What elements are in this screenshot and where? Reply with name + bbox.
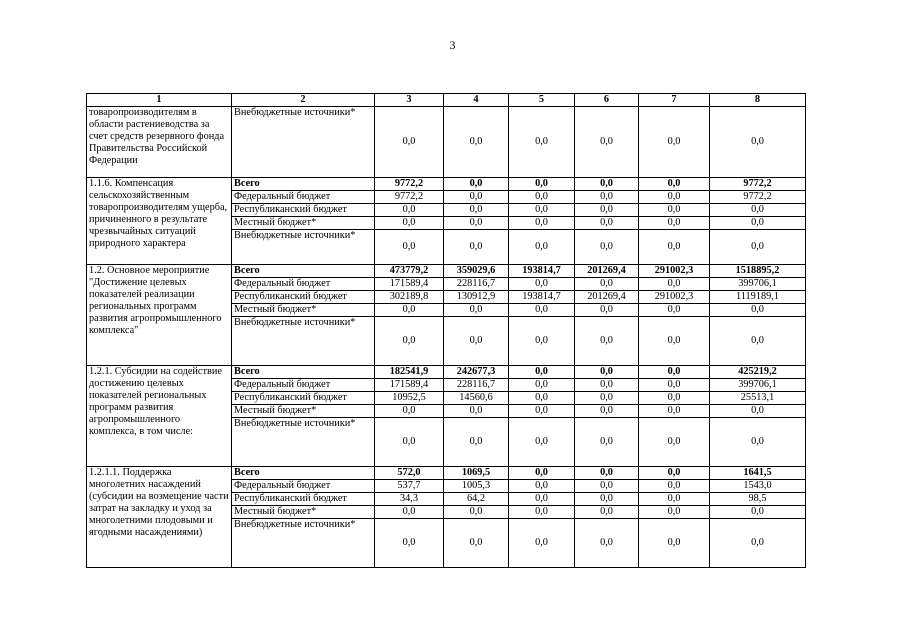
funding-source: Местный бюджет* — [232, 506, 375, 519]
amount-cell: 0,0 — [509, 107, 575, 178]
amount-cell: 0,0 — [575, 418, 639, 467]
amount-cell: 0,0 — [509, 204, 575, 217]
amount-cell: 0,0 — [375, 230, 444, 265]
amount-cell: 0,0 — [575, 506, 639, 519]
amount-cell: 0,0 — [710, 107, 806, 178]
table-row — [87, 107, 806, 178]
amount-cell: 182541,9 — [375, 366, 444, 379]
amount-cell: 0,0 — [575, 217, 639, 230]
amount-cell: 9772,2 — [375, 178, 444, 191]
amount-cell: 537,7 — [375, 480, 444, 493]
amount-cell: 1518895,2 — [710, 265, 806, 278]
amount-cell: 0,0 — [575, 493, 639, 506]
amount-cell: 14560,6 — [444, 392, 509, 405]
amount-cell: 0,0 — [444, 204, 509, 217]
amount-cell: 0,0 — [575, 304, 639, 317]
table-row — [87, 178, 806, 191]
amount-cell: 0,0 — [444, 178, 509, 191]
amount-cell: 0,0 — [710, 317, 806, 366]
header-row — [87, 94, 806, 107]
amount-cell: 0,0 — [639, 480, 710, 493]
amount-cell: 0,0 — [639, 519, 710, 568]
amount-cell: 0,0 — [575, 392, 639, 405]
funding-source: Всего — [232, 178, 375, 191]
amount-cell: 0,0 — [639, 107, 710, 178]
header-cell: 3 — [375, 94, 444, 107]
amount-cell: 0,0 — [444, 506, 509, 519]
amount-cell: 0,0 — [710, 506, 806, 519]
table-row — [87, 366, 806, 379]
amount-cell: 0,0 — [375, 107, 444, 178]
amount-cell: 0,0 — [575, 191, 639, 204]
amount-cell: 359029,6 — [444, 265, 509, 278]
funding-source: Местный бюджет* — [232, 304, 375, 317]
amount-cell: 0,0 — [710, 230, 806, 265]
amount-cell: 34,3 — [375, 493, 444, 506]
amount-cell: 201269,4 — [575, 265, 639, 278]
funding-source: Внебюджетные источники* — [232, 107, 375, 178]
amount-cell: 425219,2 — [710, 366, 806, 379]
amount-cell: 0,0 — [639, 366, 710, 379]
amount-cell: 0,0 — [575, 366, 639, 379]
amount-cell: 0,0 — [509, 278, 575, 291]
amount-cell: 0,0 — [444, 191, 509, 204]
amount-cell: 0,0 — [509, 230, 575, 265]
amount-cell: 0,0 — [375, 217, 444, 230]
amount-cell: 0,0 — [375, 304, 444, 317]
amount-cell: 0,0 — [639, 405, 710, 418]
amount-cell: 399706,1 — [710, 379, 806, 392]
amount-cell: 302189,8 — [375, 291, 444, 304]
amount-cell: 0,0 — [509, 304, 575, 317]
amount-cell: 9772,2 — [710, 191, 806, 204]
amount-cell: 228116,7 — [444, 379, 509, 392]
amount-cell: 0,0 — [575, 405, 639, 418]
amount-cell: 0,0 — [639, 392, 710, 405]
header-cell: 2 — [232, 94, 375, 107]
amount-cell: 0,0 — [444, 405, 509, 418]
amount-cell: 0,0 — [575, 467, 639, 480]
funding-source: Внебюджетные источники* — [232, 230, 375, 265]
amount-cell: 64,2 — [444, 493, 509, 506]
table-row — [87, 265, 806, 278]
amount-cell: 291002,3 — [639, 291, 710, 304]
amount-cell: 10952,5 — [375, 392, 444, 405]
amount-cell: 399706,1 — [710, 278, 806, 291]
amount-cell: 473779,2 — [375, 265, 444, 278]
amount-cell: 0,0 — [639, 178, 710, 191]
amount-cell: 0,0 — [509, 467, 575, 480]
funding-source: Федеральный бюджет — [232, 191, 375, 204]
amount-cell: 0,0 — [444, 107, 509, 178]
amount-cell: 0,0 — [444, 418, 509, 467]
amount-cell: 0,0 — [509, 418, 575, 467]
amount-cell: 0,0 — [575, 379, 639, 392]
funding-source: Федеральный бюджет — [232, 278, 375, 291]
funding-source: Внебюджетные источники* — [232, 519, 375, 568]
amount-cell: 171589,4 — [375, 379, 444, 392]
funding-source: Республиканский бюджет — [232, 493, 375, 506]
amount-cell: 0,0 — [509, 405, 575, 418]
amount-cell: 0,0 — [639, 506, 710, 519]
measure-description: 1.2. Основное мероприятие "Достижение целевых показателей реализации региональных программ развития агропромышленного комплекса" — [87, 265, 232, 366]
amount-cell: 0,0 — [575, 107, 639, 178]
amount-cell: 0,0 — [509, 366, 575, 379]
header-cell: 4 — [444, 94, 509, 107]
amount-cell: 0,0 — [509, 379, 575, 392]
funding-source: Внебюджетные источники* — [232, 418, 375, 467]
amount-cell: 0,0 — [575, 178, 639, 191]
amount-cell: 572,0 — [375, 467, 444, 480]
header-cell: 1 — [87, 94, 232, 107]
funding-source: Всего — [232, 366, 375, 379]
funding-source: Республиканский бюджет — [232, 204, 375, 217]
amount-cell: 1641,5 — [710, 467, 806, 480]
amount-cell: 0,0 — [710, 204, 806, 217]
amount-cell: 0,0 — [639, 217, 710, 230]
amount-cell: 9772,2 — [710, 178, 806, 191]
amount-cell: 0,0 — [509, 506, 575, 519]
amount-cell: 0,0 — [575, 519, 639, 568]
amount-cell: 0,0 — [575, 230, 639, 265]
amount-cell: 0,0 — [639, 278, 710, 291]
amount-cell: 0,0 — [639, 191, 710, 204]
amount-cell: 0,0 — [375, 317, 444, 366]
budget-table — [86, 93, 806, 568]
measure-description: 1.2.1. Субсидии на содействие достижению целевых показателей региональных программ развития агропромышленного комплекса, в том числе: — [87, 366, 232, 467]
amount-cell: 0,0 — [710, 519, 806, 568]
amount-cell: 0,0 — [375, 405, 444, 418]
amount-cell: 0,0 — [509, 392, 575, 405]
amount-cell: 0,0 — [639, 204, 710, 217]
amount-cell: 0,0 — [509, 493, 575, 506]
header-cell: 7 — [639, 94, 710, 107]
amount-cell: 0,0 — [639, 379, 710, 392]
funding-source: Всего — [232, 467, 375, 480]
amount-cell: 0,0 — [639, 467, 710, 480]
amount-cell: 0,0 — [710, 304, 806, 317]
funding-source: Федеральный бюджет — [232, 480, 375, 493]
funding-source: Федеральный бюджет — [232, 379, 375, 392]
page-number: 3 — [449, 38, 456, 52]
amount-cell: 1543,0 — [710, 480, 806, 493]
amount-cell: 0,0 — [575, 278, 639, 291]
amount-cell: 0,0 — [639, 230, 710, 265]
amount-cell: 0,0 — [444, 217, 509, 230]
amount-cell: 0,0 — [444, 519, 509, 568]
amount-cell: 0,0 — [509, 519, 575, 568]
amount-cell: 1069,5 — [444, 467, 509, 480]
amount-cell: 0,0 — [509, 191, 575, 204]
amount-cell: 193814,7 — [509, 265, 575, 278]
amount-cell: 0,0 — [575, 204, 639, 217]
funding-source: Местный бюджет* — [232, 405, 375, 418]
funding-source: Внебюджетные источники* — [232, 317, 375, 366]
amount-cell: 193814,7 — [509, 291, 575, 304]
funding-source: Местный бюджет* — [232, 217, 375, 230]
measure-description: 1.2.1.1. Поддержка многолетних насаждений (субсидии на возмещение части затрат на закладку и уход за многолетними плодовыми и ягодными насаждениями) — [87, 467, 232, 568]
amount-cell: 0,0 — [444, 230, 509, 265]
amount-cell: 0,0 — [710, 418, 806, 467]
amount-cell: 201269,4 — [575, 291, 639, 304]
amount-cell: 25513,1 — [710, 392, 806, 405]
header-cell: 5 — [509, 94, 575, 107]
amount-cell: 0,0 — [710, 405, 806, 418]
funding-source: Всего — [232, 265, 375, 278]
header-cell: 8 — [710, 94, 806, 107]
amount-cell: 0,0 — [444, 304, 509, 317]
amount-cell: 171589,4 — [375, 278, 444, 291]
amount-cell: 0,0 — [575, 480, 639, 493]
measure-description: 1.1.6. Компенсация сельскохозяйственным товаропроизводителям ущерба, причиненного в результате чрезвычайных ситуаций природного характера — [87, 178, 232, 265]
amount-cell: 0,0 — [375, 418, 444, 467]
measure-description: товаропроизводителям в области растениеводства за счет средств резервного фонда Правительства Российской Федерации — [87, 107, 232, 178]
amount-cell: 1005,3 — [444, 480, 509, 493]
amount-cell: 0,0 — [639, 304, 710, 317]
amount-cell: 0,0 — [710, 217, 806, 230]
amount-cell: 0,0 — [575, 317, 639, 366]
amount-cell: 98,5 — [710, 493, 806, 506]
amount-cell: 0,0 — [444, 317, 509, 366]
amount-cell: 0,0 — [509, 178, 575, 191]
amount-cell: 0,0 — [509, 217, 575, 230]
amount-cell: 9772,2 — [375, 191, 444, 204]
table-row — [87, 467, 806, 480]
amount-cell: 0,0 — [375, 506, 444, 519]
amount-cell: 0,0 — [639, 493, 710, 506]
funding-source: Республиканский бюджет — [232, 291, 375, 304]
amount-cell: 0,0 — [375, 204, 444, 217]
funding-source: Республиканский бюджет — [232, 392, 375, 405]
header-cell: 6 — [575, 94, 639, 107]
amount-cell: 1119189,1 — [710, 291, 806, 304]
amount-cell: 242677,3 — [444, 366, 509, 379]
amount-cell: 291002,3 — [639, 265, 710, 278]
amount-cell: 0,0 — [509, 480, 575, 493]
amount-cell: 228116,7 — [444, 278, 509, 291]
amount-cell: 0,0 — [375, 519, 444, 568]
amount-cell: 130912,9 — [444, 291, 509, 304]
amount-cell: 0,0 — [509, 317, 575, 366]
amount-cell: 0,0 — [639, 418, 710, 467]
amount-cell: 0,0 — [639, 317, 710, 366]
